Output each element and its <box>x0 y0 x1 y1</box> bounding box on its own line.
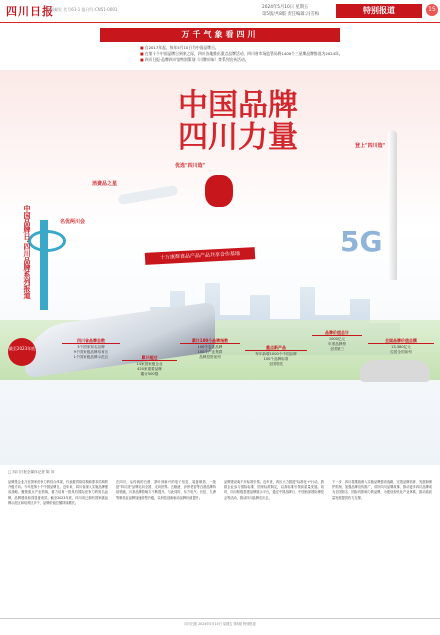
stat-callout-title: 品牌价值总计 <box>312 330 362 336</box>
brand-mascot-icon <box>205 175 233 207</box>
stat-callout-line: 1个国家级品牌示范区 <box>73 355 109 359</box>
stat-callout <box>122 355 177 377</box>
stat-callout-line: 品牌投资前列 <box>199 355 221 359</box>
page-number: 15 <box>426 4 438 16</box>
stat-callout-line: 每年新增1000个中国品牌 <box>255 352 297 356</box>
stat-callout <box>62 338 120 360</box>
stat-callout <box>368 338 434 355</box>
article-byline: □ 四川日报全媒体记者 陈 冲 <box>8 470 55 474</box>
stat-callout-line: 420家重要品牌 <box>137 367 162 371</box>
bullet-item: ■ 在第十个中国品牌日到来之际，四川各地推出重点品牌活动，四川省市场监管局将1400个三星期品牌推选为2024年。 <box>140 51 350 57</box>
stat-callout <box>180 338 240 360</box>
article-column: 在四川，从传统的白酒、茶叶到新兴的电子信息、装备制造，一批批"四川造"品牌走向全国、走向世界。五粮液、泸州老窖等白酒品牌持续领跑，川茶品牌影响力不断提升。与此同时，东方电气、长虹、九洲等制造业品牌加速转型升级，以科技创新驱动品牌价值提升。 <box>116 480 216 500</box>
stat-callout-line: 3个国家知名品牌 <box>77 345 105 349</box>
hero-illustration <box>0 70 440 465</box>
hero-tag: 优选"四川造" <box>175 163 206 169</box>
stat-callout-line: 年度品牌榜 <box>328 342 346 346</box>
stat-callout-title: 四川省品牌总数 <box>62 338 120 344</box>
hero-title <box>153 90 323 154</box>
stat-callout-line: 100个品牌标准 <box>263 357 289 361</box>
article-column: 品牌是企业乃至国家竞争力的综合体现，代表着供给结构和需求结构的升级方向。今年是第十个中国品牌日。近年来，四川省深入实施品牌强省战略，聚焦重点产业领域，着力培育一批具有国际竞争力的知名品牌，品牌建设取得显著成效。截至2023年底，四川省已拥有国家级品牌示范区和培育区多个，品牌价值总额持续增长。 <box>8 480 108 505</box>
page-footer: 四川日报 2024年5月10日 星期五 第5版 特别报道 <box>0 618 440 629</box>
newspaper-logo: 四川日报 <box>6 5 54 18</box>
article-body <box>8 470 434 608</box>
date-line: 2024年5月10日 星期五 <box>262 5 309 10</box>
hero-tag: 名优两川会 <box>60 219 86 225</box>
hero-title-line1: 中国品牌 <box>178 88 298 123</box>
bullet-item: ■ 四川日报·品牌四川馆特别策划《川牌川味》等系列宣传活动。 <box>140 57 350 63</box>
article-column: 下一步，四川将继续深入实施品牌强省战略，完善品牌培育、发展和保护机制，加强品牌宣传推广，讲好四川品牌故事，推动更多四川品牌成为全国知名、国际有影响力的品牌，为建设现代化产业体系、推动高质量发展提供有力支撑。 <box>332 480 432 500</box>
edition-label: 特别报道 <box>336 4 422 18</box>
tv-tower-shaft <box>40 220 48 310</box>
hero-title-line2: 四川力量 <box>178 120 298 155</box>
stat-callout-line: 14家国家级企业 <box>136 362 163 366</box>
stat-callout-line: 1000亿元 <box>328 337 346 341</box>
hero-tag: 消费品之星 <box>92 181 118 187</box>
bullet-item: ■ 自2017年起，每年5月10日为中国品牌日。 <box>140 45 350 51</box>
stat-callout-line: 位居全国前列 <box>390 350 412 354</box>
stat-callout-line: 累计500强 <box>140 372 159 376</box>
side-vertical-title: 中国品牌日·四川品牌系列报道 <box>23 205 31 299</box>
hero-tag: 登上"四川造" <box>355 143 386 149</box>
masthead-meta: 中国邮发 代号61-1 报刊号:CN51-0001 <box>46 7 118 12</box>
date-line: 第5版/共8版 责任编辑:冯雪梅 <box>262 12 319 17</box>
stat-callout-line: 100个产业集群 <box>197 350 223 354</box>
stat-callout-line: 9个国家级品牌培育区 <box>73 350 109 354</box>
stat-callout <box>312 330 362 352</box>
intro-bullets <box>140 45 350 63</box>
stat-callout-title: 重点新产品 <box>245 345 307 351</box>
article-column: 品牌建设离不开标准引领。近年来，四川大力推进"标准化+"行动，鼓励企业参与国际标准、国家标准制定，以高标准引领高质量发展。同时，四川积极搭建品牌展示平台，通过中国品牌日、中国西部国际博览会等活动，推动四川品牌走出去。 <box>224 480 324 500</box>
5g-icon: 5G <box>340 225 383 258</box>
airplane-icon <box>118 185 179 205</box>
masthead <box>0 0 440 23</box>
stat-callout-title: 累计超过 <box>122 355 177 361</box>
stat-callout-line: 全国第三 <box>329 347 345 351</box>
stat-callout-line: 全国领先 <box>268 362 284 366</box>
stat-callout-line: 100个农业品牌 <box>197 345 223 349</box>
hero-ribbon: 十万康辉食品产品产品共享合作基地 <box>145 247 255 265</box>
year-badge: 截至2023年底 <box>8 338 36 366</box>
stat-callout-title: 累计100个品牌指数 <box>180 338 240 344</box>
stat-callout <box>245 345 307 367</box>
section-banner: 万千气象看四川 <box>100 28 340 42</box>
car-icon <box>360 360 430 382</box>
stat-callout-title: 全国品牌价值总额 <box>368 338 434 344</box>
rocket-icon <box>388 130 397 280</box>
stat-callout-line: 13,380亿元 <box>391 345 411 349</box>
